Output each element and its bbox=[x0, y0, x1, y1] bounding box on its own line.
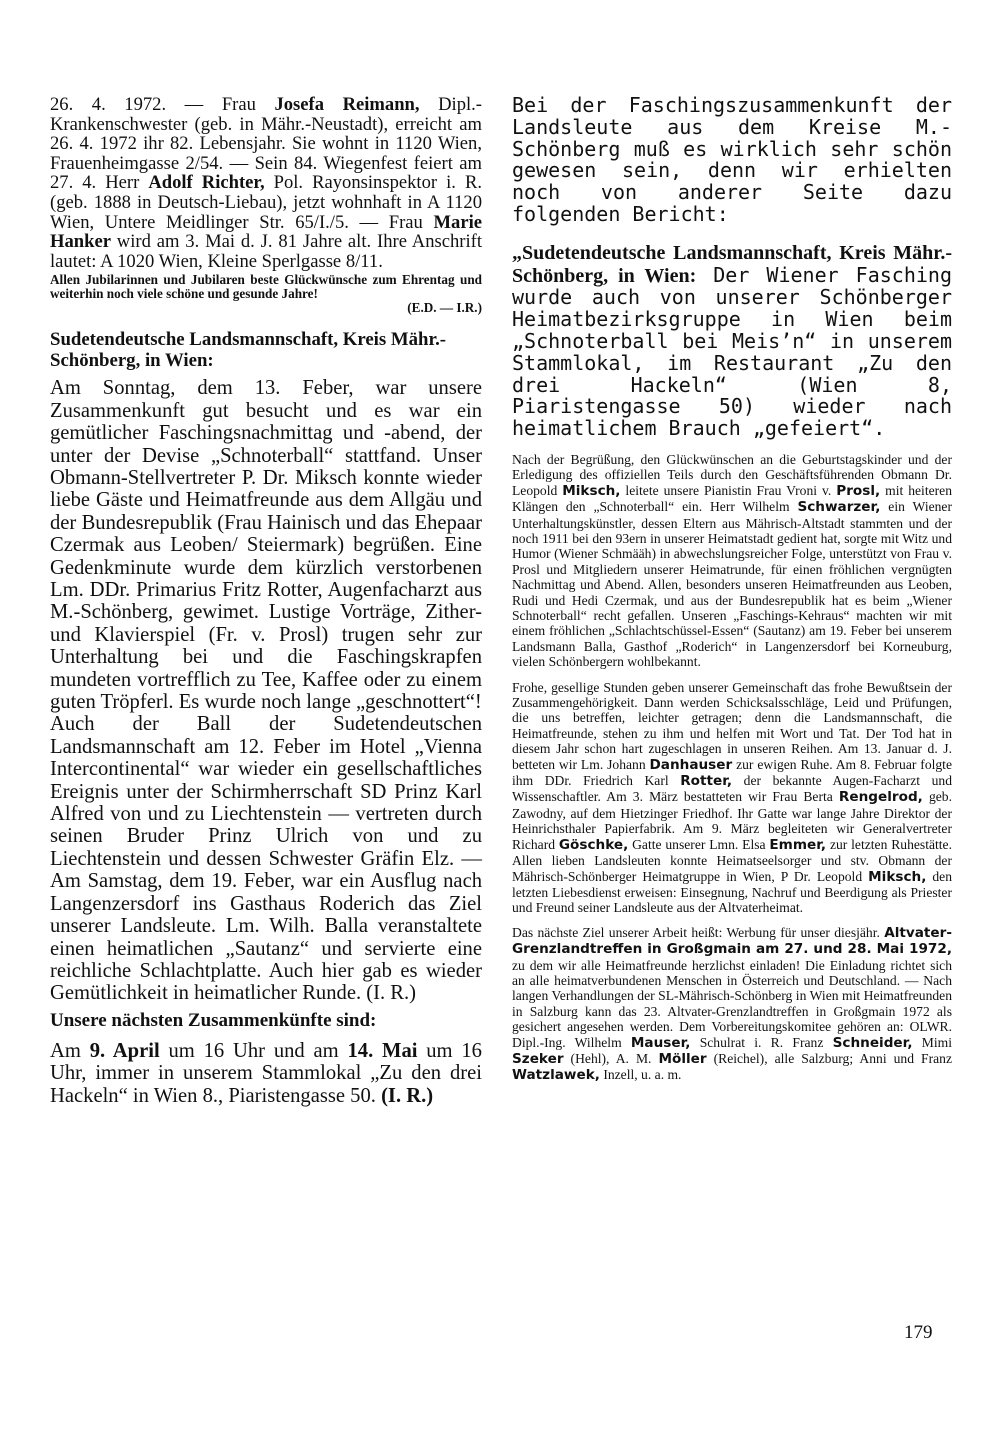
text-span: Inzell, u. a. m. bbox=[599, 1067, 682, 1083]
text-span: geb. Zawodny, auf dem Hietzinger Friedhof. Ihr Gatte war lange Jahre Direktor der Heinrichsthaler Papierfabrik. Am 9. März begleiteten wir Generalvertreter Richard bbox=[512, 789, 952, 852]
text-span: ein Wiener Unterhaltungskünstler, dessen Eltern aus Mährisch-Altstadt stammten und der noch 1911 bei den 93ern in unserer Heimatstadt gedient hat, sorgte mit Witz und Humor (Wiener Schmääh) in abwechslungsreicher Folge, unterstützt von Frau v. Prosl und Mitgliedern unserer Heimatrunde, für einen fröhlichen vergnügten Nachmittag und Abend. Allen, besonders unseren Heimatfreunden aus Leoben, Rudi und Hedi Czermak, und aus der Bundesrepublik hat es beim „Wiener Schnoterball“ recht gefallen. Unseren „Faschings-Kehraus“ machten wir mit einem fröhlichen „Schlachtschüssel-Essen“ (Sautanz) am 19. Feber bei unserem Landsmann Balla, Gasthof „Roderich“ in Langenzersdorf bei Korneuburg, vielen Schönbergern wohlbekannt. bbox=[512, 499, 952, 670]
name-highlight: Göschke, bbox=[558, 836, 629, 853]
text-span: (Reichel), alle Salzburg; Anni und Franz bbox=[706, 1050, 952, 1066]
left-column bbox=[50, 95, 482, 1107]
text-span: zur ewigen Ruhe. Am 8. Februar folgte ihm DDr. Friedrich Karl bbox=[512, 756, 952, 789]
name-highlight: Prosl, bbox=[836, 482, 881, 499]
congrats-note: Allen Jubilarinnen und Jubilaren beste Glückwünsche zum Ehrentag und weiterhin noch viele schöne und gesunde Jahre! bbox=[50, 272, 482, 302]
name-highlight: Miksch, bbox=[562, 482, 621, 499]
ball-paragraph: Auch der Ball der Sudetendeutschen Landsmannschaft am 12. Feber im Hotel „Vienna Intercontinental“ war wieder ein gesellschaftliches Ereignis unter der Schirmherrschaft SD Prinz Karl Alfred von und zu Liechtenstein — vertreten durch seinen Bruder Prinz Ulrich von und zu Liechtenstein und dessen Schwester Gräfin Elz. — Am Samstag, dem 19. Feber, war ein Ausflug nach Langenzersdorf ins Gasthaus Roderich das Ziel unserer Landsleute. Lm. Wilh. Balla veranstaltete einen heimatlichen „Sautanz“ und servierte eine reichliche Schlachtplatte. Auch hier gab es wieder Gemütlichkeit in heimatlicher Runde. (I. R.) bbox=[50, 713, 482, 1005]
text-span: um 16 Uhr, immer in unserem Stammlokal „Zu den drei Hackeln“ in Wien 8., Piaristengasse 50. bbox=[50, 1039, 482, 1107]
next-meetings-heading: Unsere nächsten Zusammenkünfte sind: bbox=[50, 1009, 377, 1031]
name-highlight: Marie Hanker bbox=[50, 211, 482, 253]
text-span: Schulrat i. R. Franz bbox=[690, 1034, 833, 1050]
text-span: wird am 3. Mai d. J. 81 Jahre alt. Ihre Anschrift lautet: A 1020 Wien, Kleine Sperlgasse 8/11. bbox=[50, 231, 482, 272]
text-span: der bekannte Augen-Facharzt und Wissenschaftler. Am 3. März bestatteten wir Frau Berta bbox=[512, 773, 952, 805]
goal-paragraph bbox=[512, 925, 952, 1084]
text-span: zu dem wir alle Heimatfreunde herzlichst einladen! Die Einladung richtet sich an alle heimatverbundenen Menschen in Österreich und Deutschland. — Nach langen Verhandlungen der SL-Mährisch-Schönberg in Wien mit Heimatfreunden in Salzburg kann das 23. Altvater-Grenzlandtreffen in Großgmain 1972 als gesichert angesehen werden. Dem Vorbereitungskomitee gehören an: OLWR. Dipl.-Ing. Wilhelm bbox=[512, 957, 952, 1050]
text-span: Dipl.-Krankenschwester (geb. in Mähr.-Neustadt), erreicht am 26. 4. 1972 ihr 82. Lebensjahr. Sie wohnt in 1120 Wien, Frauenheimgasse 2/54. — Sein 84. Wiegenfest feiert am 27. 4. Herr bbox=[50, 94, 482, 194]
name-highlight: Rengelrod, bbox=[838, 789, 923, 806]
name-highlight: Möller bbox=[658, 1050, 707, 1067]
name-highlight: Emmer, bbox=[769, 836, 827, 853]
name-highlight: Watzlawek, bbox=[512, 1067, 600, 1084]
right-column bbox=[512, 95, 952, 1084]
date-highlight: 14. Mai bbox=[347, 1039, 418, 1062]
text-span: Am bbox=[50, 1039, 90, 1062]
text-span: Gatte unserer Lmn. Elsa bbox=[628, 836, 770, 852]
section-heading: Sudetendeutsche Landsmannschaft, Kreis Mähr.-Schönberg, in Wien: bbox=[50, 329, 447, 372]
next-meetings-paragraph bbox=[50, 1040, 482, 1107]
page-number: 179 bbox=[904, 1322, 933, 1343]
birthday-paragraph bbox=[50, 95, 482, 271]
signature: (I. R.) bbox=[381, 1084, 434, 1107]
name-highlight: Josefa Reimann, bbox=[274, 94, 420, 115]
text-span: Frohe, gesellige Stunden geben unserer Gemeinschaft das frohe Bewußtsein der Zusammengehörigkeit. Dann werden Schicksalsschläge, Leid und Prüfungen, die uns betreffen, leichter getragen; denn die Landsmannschaft, die Heimatfreunde, stehen zu ihm und helfen mit Wort und Tat. Der Tod hat in diesem Jahr schon hart zugeschlagen in unseren Reihen. Am 13. Januar d. J. betteten wir Lm. Johann bbox=[512, 679, 952, 772]
text-span: um 16 Uhr und am bbox=[159, 1039, 348, 1062]
name-highlight: Szeker bbox=[512, 1050, 564, 1067]
name-highlight: Schneider, bbox=[832, 1034, 913, 1051]
report-paragraph: Am Sonntag, dem 13. Feber, war unsere Zusammenkunft gut besucht und es war ein gemütlicher Faschingsnachmittag und -abend, der unter der Devise „Schnoterball“ stattfand. Unser Obmann-Stellvertreter P. Dr. Miksch konnte wieder liebe Gäste und Heimatfreunde aus dem Allgäu und der Bundesrepublik (Frau Hainisch und das Ehepaar Czermak aus Leoben/ Steiermark) begrüßen. Eine Gedenkminute wurde dem kürzlich verstorbenen Lm. DDr. Primarius Fritz Rotter, Augenfacharzt aus M.-Schönberg, gewimet. Lustige Vorträge, Zither- und Klavierspiel (Fr. v. Prosl) trugen sehr zur Unterhaltung bei und die Faschingskrapfen mundeten vortrefflich zu Tee, Kaffee oder zu einem guten Tröpferl. Es wurde noch lange „geschnottert“! bbox=[50, 377, 482, 714]
report-paragraph-right bbox=[512, 242, 952, 440]
text-span: 26. 4. 1972. — Frau bbox=[50, 94, 275, 115]
greeting-paragraph bbox=[512, 452, 952, 670]
name-highlight: Adolf Richter, bbox=[148, 172, 265, 194]
text-span: mit heiteren Klängen den „Schnoterball“ ein. Herr Wilhelm bbox=[512, 482, 952, 515]
text-span: (Hehl), A. M. bbox=[563, 1050, 659, 1066]
text-span: zur letzten Ruhestätte. Allen lieben Landsleuten konnte Heimatseelsorger und stv. Obmann der Mährisch-Schönberger Heimatgruppe in Wien, P Dr. Leopold bbox=[512, 836, 952, 884]
text-span: Das nächste Ziel unserer Arbeit heißt: Werbung für unser diesjähr. bbox=[512, 924, 885, 940]
name-highlight: Rotter, bbox=[680, 773, 733, 790]
text-span: leitete unsere Pianistin Frau Vroni v. bbox=[620, 482, 837, 498]
name-highlight: Miksch, bbox=[868, 868, 927, 885]
intro-paragraph: Bei der Faschingszusammenkunft der Landsleute aus dem Kreise M.-Schönberg muß es wirklich sehr schön gewesen sein, denn wir erhielten noch von anderer Seite dazu folgenden Bericht: bbox=[512, 93, 952, 226]
text-span: Pol. Rayonsinspektor i. R. (geb. 1888 in Deutsch-Liebau), jetzt wohnhaft in A 1120 Wien, Untere Meidlinger Str. 65/I./5. — Frau bbox=[50, 172, 482, 233]
congrats-signature: (E.D. — I.R.) bbox=[407, 300, 482, 316]
name-highlight: Danhauser bbox=[649, 756, 733, 773]
text-span: Nach der Begrüßung, den Glückwünschen an die Geburtstagskinder und der Erledigung des offiziellen Teils durch den Geschäftsführenden Obmann Dr. Leopold bbox=[512, 451, 952, 498]
community-paragraph bbox=[512, 680, 952, 916]
date-highlight: 9. April bbox=[89, 1039, 160, 1062]
event-highlight: Altvater-Grenzlandtreffen in Großgmain am 27. und 28. Mai 1972, bbox=[512, 924, 952, 958]
text-span: Der Wiener Fasching wurde auch von unserer Schönberger Heimatbezirksgruppe in Wien beim „Schnoterball bei Meis’n“ in unserem Stammlokal, im Restaurant „Zu den drei Hackeln“ (Wien 8, Piaristengasse 50) wieder nach heimatlichem Brauch „gefeiert“. bbox=[512, 262, 952, 441]
text-span: Mimi bbox=[912, 1034, 952, 1050]
text-span: den letzten Liebesdienst erweisen: Einsegnung, Nachruf und Beerdigung als Priester und Freund seiner Landsleute aus der Altvaterheimat. bbox=[512, 868, 952, 916]
name-highlight: Schwarzer, bbox=[797, 499, 881, 516]
report-heading: „Sudetendeutsche Landsmannschaft, Kreis Mähr.-Schönberg, in Wien: bbox=[512, 241, 952, 287]
name-highlight: Mauser, bbox=[630, 1034, 691, 1051]
